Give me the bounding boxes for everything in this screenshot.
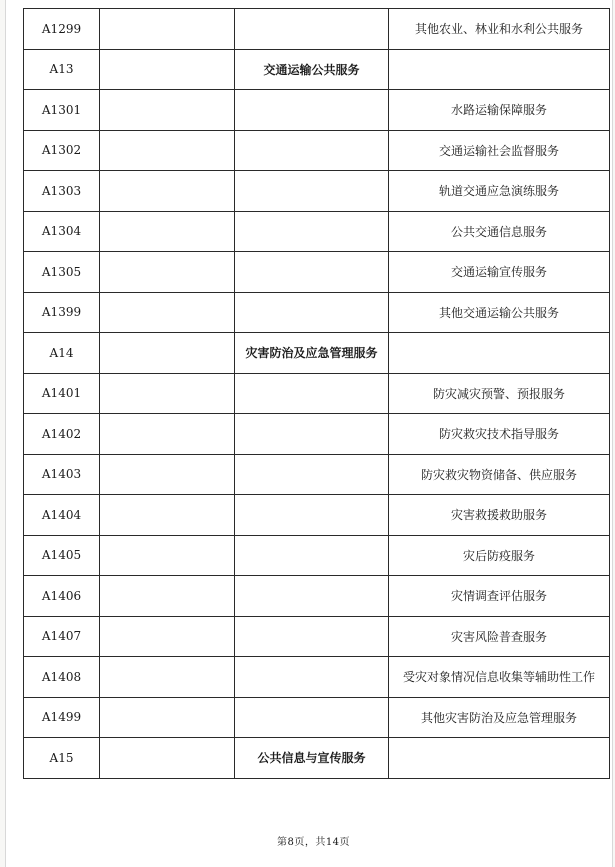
subcategory-cell [389, 49, 610, 90]
code-cell: A1405 [24, 535, 100, 576]
table-row [24, 49, 610, 90]
table-row [24, 535, 610, 576]
subcategory-cell: 其他农业、林业和水利公共服务 [389, 9, 610, 50]
category-cell [235, 576, 389, 617]
subcategory-cell: 交通运输宣传服务 [389, 252, 610, 293]
blank-cell [100, 292, 235, 333]
code-cell: A1406 [24, 576, 100, 617]
blank-cell [100, 252, 235, 293]
blank-cell [100, 576, 235, 617]
category-cell [235, 697, 389, 738]
table-row [24, 616, 610, 657]
category-cell [235, 211, 389, 252]
code-cell: A1407 [24, 616, 100, 657]
category-cell [235, 495, 389, 536]
code-cell: A14 [24, 333, 100, 374]
table-row [24, 373, 610, 414]
category-cell [235, 616, 389, 657]
category-cell: 灾害防治及应急管理服务 [235, 333, 389, 374]
subcategory-cell: 其他灾害防治及应急管理服务 [389, 697, 610, 738]
category-cell [235, 9, 389, 50]
table-row [24, 657, 610, 698]
category-cell: 交通运输公共服务 [235, 49, 389, 90]
blank-cell [100, 738, 235, 779]
category-cell [235, 292, 389, 333]
code-cell: A1299 [24, 9, 100, 50]
category-cell [235, 414, 389, 455]
blank-cell [100, 697, 235, 738]
blank-cell [100, 495, 235, 536]
category-cell [235, 535, 389, 576]
subcategory-cell: 公共交通信息服务 [389, 211, 610, 252]
blank-cell [100, 90, 235, 131]
table-row [24, 454, 610, 495]
blank-cell [100, 414, 235, 455]
table-row [24, 90, 610, 131]
subcategory-cell: 防灾减灾预警、预报服务 [389, 373, 610, 414]
code-cell: A1404 [24, 495, 100, 536]
document-page [5, 0, 613, 867]
code-cell: A1403 [24, 454, 100, 495]
table-row [24, 697, 610, 738]
subcategory-cell [389, 738, 610, 779]
blank-cell [100, 454, 235, 495]
blank-cell [100, 49, 235, 90]
table-row [24, 171, 610, 212]
table-row [24, 576, 610, 617]
blank-cell [100, 9, 235, 50]
code-cell: A1304 [24, 211, 100, 252]
category-cell [235, 90, 389, 131]
code-cell: A1303 [24, 171, 100, 212]
code-cell: A1499 [24, 697, 100, 738]
code-cell: A1305 [24, 252, 100, 293]
code-cell: A1399 [24, 292, 100, 333]
category-cell [235, 454, 389, 495]
subcategory-cell: 水路运输保障服务 [389, 90, 610, 131]
table-row [24, 130, 610, 171]
blank-cell [100, 211, 235, 252]
table-row [24, 211, 610, 252]
catalog-table-body [24, 9, 610, 779]
table-row [24, 292, 610, 333]
code-cell: A1402 [24, 414, 100, 455]
code-cell: A15 [24, 738, 100, 779]
subcategory-cell: 受灾对象情况信息收集等辅助性工作 [389, 657, 610, 698]
subcategory-cell: 灾害救援救助服务 [389, 495, 610, 536]
table-row [24, 9, 610, 50]
table-row [24, 738, 610, 779]
blank-cell [100, 333, 235, 374]
code-cell: A13 [24, 49, 100, 90]
code-cell: A1401 [24, 373, 100, 414]
code-cell: A1302 [24, 130, 100, 171]
blank-cell [100, 171, 235, 212]
code-cell: A1408 [24, 657, 100, 698]
blank-cell [100, 373, 235, 414]
blank-cell [100, 657, 235, 698]
category-cell [235, 657, 389, 698]
page-number: 第8页，共14页 [276, 837, 351, 848]
subcategory-cell: 其他交通运输公共服务 [389, 292, 610, 333]
table-row [24, 333, 610, 374]
subcategory-cell: 防灾救灾技术指导服务 [389, 414, 610, 455]
catalog-table [23, 8, 610, 779]
subcategory-cell: 灾害风险普查服务 [389, 616, 610, 657]
table-row [24, 495, 610, 536]
subcategory-cell: 防灾救灾物资储备、供应服务 [389, 454, 610, 495]
subcategory-cell: 交通运输社会监督服务 [389, 130, 610, 171]
blank-cell [100, 616, 235, 657]
category-cell [235, 252, 389, 293]
category-cell [235, 130, 389, 171]
category-cell [235, 171, 389, 212]
subcategory-cell [389, 333, 610, 374]
subcategory-cell: 灾情调查评估服务 [389, 576, 610, 617]
table-row [24, 414, 610, 455]
code-cell: A1301 [24, 90, 100, 131]
category-cell [235, 373, 389, 414]
table-row [24, 252, 610, 293]
category-cell: 公共信息与宣传服务 [235, 738, 389, 779]
blank-cell [100, 535, 235, 576]
subcategory-cell: 轨道交通应急演练服务 [389, 171, 610, 212]
blank-cell [100, 130, 235, 171]
subcategory-cell: 灾后防疫服务 [389, 535, 610, 576]
